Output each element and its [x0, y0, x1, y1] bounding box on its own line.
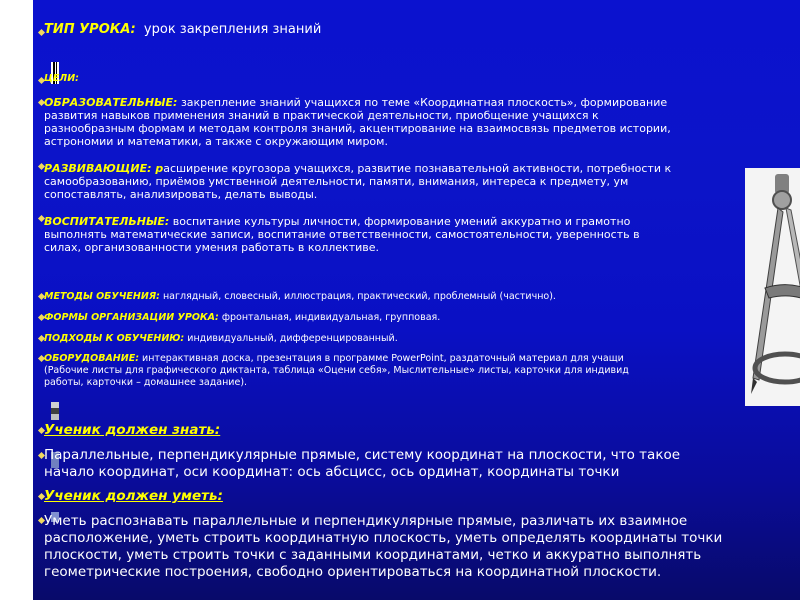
slide: [33, 0, 800, 600]
teaching-approaches: ПОДХОДЫ К ОБУЧЕНИЮ: индивидуальный, дифференцированный.: [44, 333, 398, 344]
goals-label: ЦЕЛИ:: [44, 73, 79, 84]
should-be-able-heading: Ученик должен уметь:: [44, 488, 223, 504]
educational-goals: ОБРАЗОВАТЕЛЬНЫЕ: закрепление знаний учащихся по теме «Координатная плоскость», формирование развития навыков применения знаний в практической деятельности, приобщение учащихся к разнообразным формам и методам контроля знаний, акцентирование на взаимосвязь предметов истории, астрономии и математики, а также с окружающим миром.: [44, 96, 671, 148]
equipment: ОБОРУДОВАНИЕ: интерактивная доска, презентация в программе PowerPoint, раздаточный материал для учащи (Рабочие листы для графического диктанта, таблица «Оцени себя», Мыслительные» листы, карточки для индивид работы, карточки – домашнее задание).: [44, 353, 629, 388]
should-know-text: Параллельные, перпендикулярные прямые, систему координат на плоскости, что такое начало координат, оси координат: ось абсцисс, ось ординат, координаты точки: [44, 447, 681, 480]
educational-label: ОБРАЗОВАТЕЛЬНЫЕ:: [44, 96, 178, 109]
teaching-methods: МЕТОДЫ ОБУЧЕНИЯ: наглядный, словесный, иллюстрация, практический, проблемный (частично).: [44, 291, 556, 302]
lesson-type: [44, 23, 321, 36]
forms-label: ФОРМЫ ОРГАНИЗАЦИИ УРОКА:: [44, 312, 219, 323]
approach-label: ПОДХОДЫ К ОБУЧЕНИЮ:: [44, 333, 185, 344]
upbringing-goals: ВОСПИТАТЕЛЬНЫЕ: воспитание культуры личности, формирование умений аккуратно и грамотно выполнять математические записи, воспитание ответственности, самостоятельности, уверенность в силах, организованности умения работать в коллективе.: [44, 215, 640, 254]
developmental-label: РАЗВИВАЮЩИЕ: р: [44, 162, 164, 175]
developmental-goals: РАЗВИВАЮЩИЕ: расширение кругозора учащихся, развитие познавательной активности, потребности к самообразованию, приёмов умственной деятельности, памяти, внимания, интереса к предмету, ум сопоставлять, анализировать, делать выводы.: [44, 162, 672, 201]
lesson-type-value: урок закрепления знаний: [143, 22, 322, 37]
lesson-forms: ФОРМЫ ОРГАНИЗАЦИИ УРОКА: фронтальная, индивидуальная, групповая.: [44, 312, 441, 323]
equipment-label: ОБОРУДОВАНИЕ:: [44, 353, 139, 364]
should-know-heading: Ученик должен знать:: [44, 422, 221, 438]
methods-label: МЕТОДЫ ОБУЧЕНИЯ:: [44, 291, 160, 302]
upbringing-label: ВОСПИТАТЕЛЬНЫЕ:: [44, 215, 170, 228]
lesson-type-label: ТИП УРОКА:: [44, 22, 136, 37]
should-be-able-text: Уметь распознавать параллельные и перпендикулярные прямые, различать их взаимное расположение, уметь строить координатную плоскость, уметь определять координаты точки плоскости, уметь строить точки с заданными координатами, четко и аккуратно выполнять геометрические построения, свободно ориентироваться на координатной плоскости.: [44, 513, 723, 580]
drawing-compass-icon: [745, 168, 800, 406]
